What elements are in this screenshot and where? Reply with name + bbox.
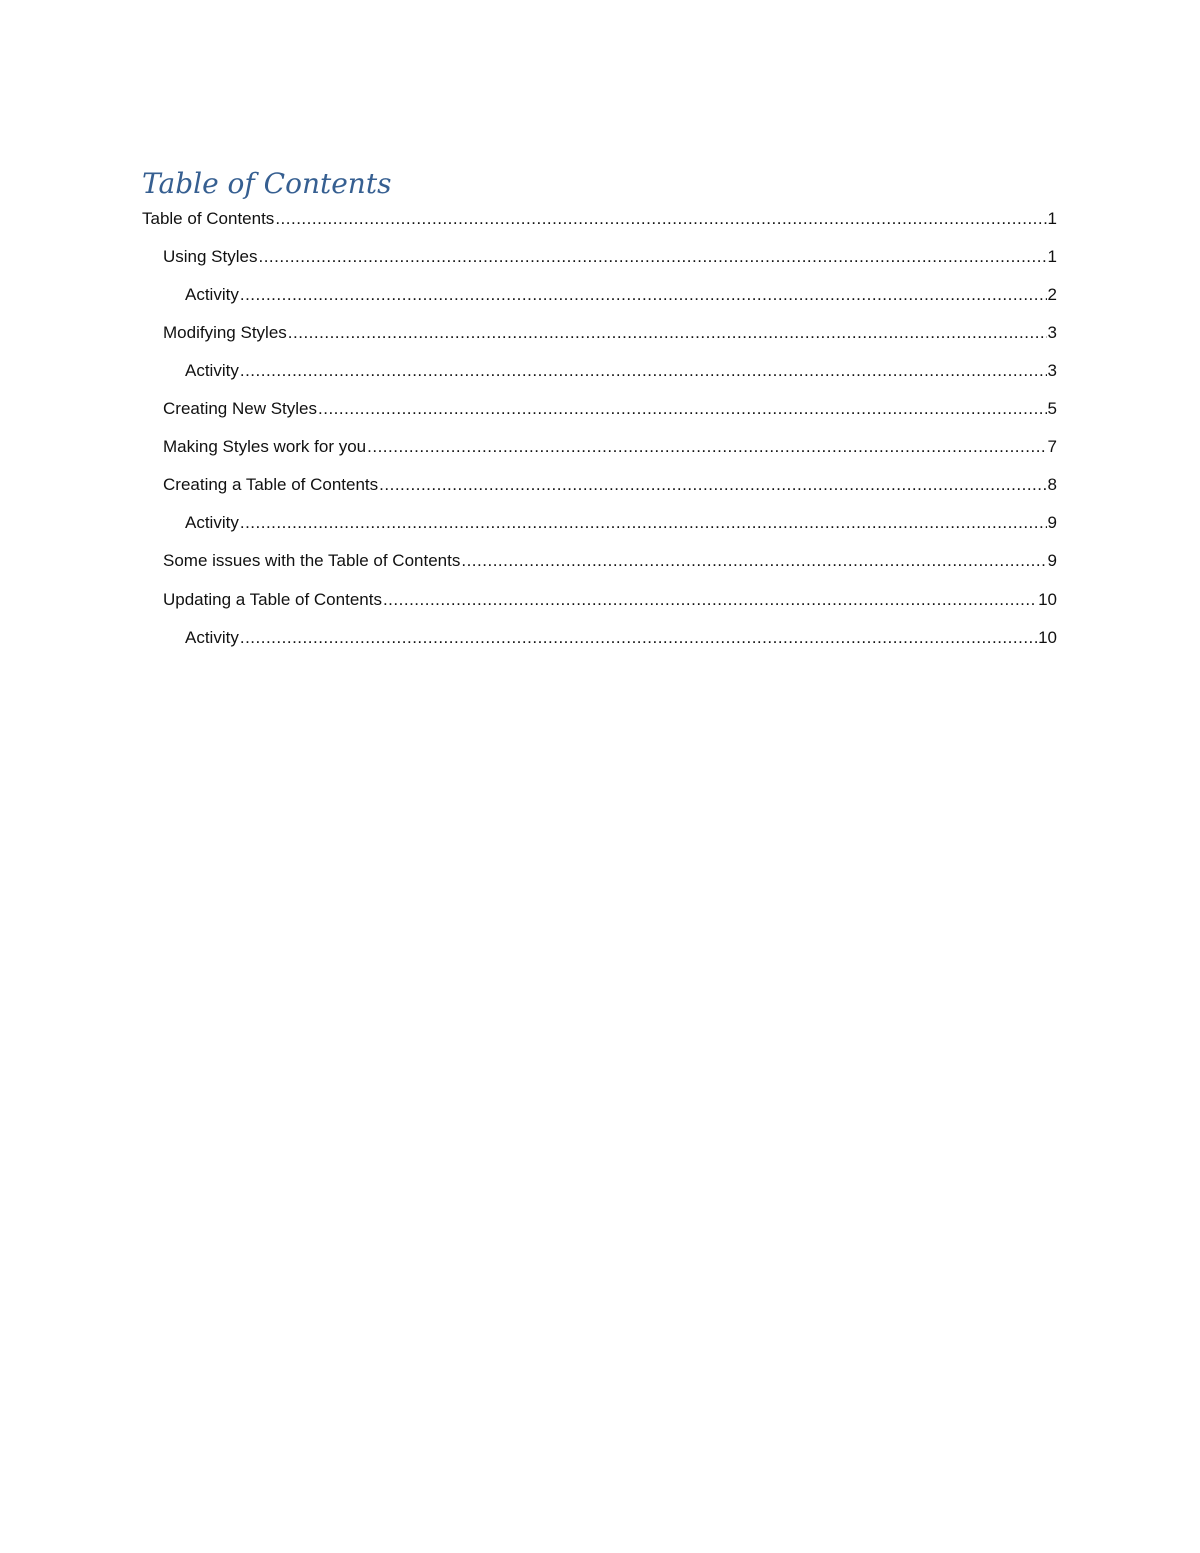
toc-entry-page: 9 xyxy=(1047,551,1057,570)
toc-entry[interactable] xyxy=(163,390,1057,428)
toc-dot-leader xyxy=(288,314,1047,352)
toc-dot-leader xyxy=(240,504,1047,542)
toc-dot-leader xyxy=(275,200,1046,238)
toc-entry[interactable] xyxy=(142,200,1057,238)
toc-entry-label: Table of Contents xyxy=(142,209,275,228)
toc-entry-page: 10 xyxy=(1038,590,1057,609)
toc-entry[interactable] xyxy=(163,314,1057,352)
toc-entry[interactable] xyxy=(163,238,1057,276)
toc-entry-page: 3 xyxy=(1047,361,1057,380)
toc-entry-label: Creating New Styles xyxy=(163,399,318,418)
toc-entry-page: 8 xyxy=(1047,475,1057,494)
toc-entry[interactable] xyxy=(185,352,1057,390)
toc-entry-label: Making Styles work for you xyxy=(163,437,367,456)
toc-dot-leader xyxy=(240,276,1047,314)
toc-entry-page: 9 xyxy=(1047,513,1057,532)
toc-entry-label: Activity xyxy=(185,628,239,647)
toc-entry-page: 3 xyxy=(1047,323,1057,342)
toc-dot-leader xyxy=(379,466,1046,504)
toc-entry-page: 5 xyxy=(1047,399,1057,418)
toc-entry-page: 1 xyxy=(1047,247,1057,266)
toc-entry-page: 2 xyxy=(1047,285,1057,304)
toc-entry-label: Activity xyxy=(185,361,239,380)
toc-dot-leader xyxy=(383,581,1037,619)
toc-entry[interactable] xyxy=(185,619,1057,657)
toc-entry-page: 10 xyxy=(1038,628,1057,647)
toc-entry-label: Activity xyxy=(185,513,239,532)
toc-dot-leader xyxy=(240,352,1047,390)
toc-entry-label: Updating a Table of Contents xyxy=(163,590,382,609)
toc-entry-page: 7 xyxy=(1047,437,1057,456)
toc-dot-leader xyxy=(258,238,1046,276)
toc-entry-label: Using Styles xyxy=(163,247,258,266)
toc-entry[interactable] xyxy=(185,276,1057,314)
toc-entry-label: Some issues with the Table of Contents xyxy=(163,551,461,570)
toc-entry-page: 1 xyxy=(1047,209,1057,228)
toc-entry[interactable] xyxy=(185,504,1057,542)
toc-dot-leader xyxy=(367,428,1046,466)
toc-entry[interactable] xyxy=(163,428,1057,466)
toc-heading: Table of Contents xyxy=(142,167,392,200)
toc-entry-label: Creating a Table of Contents xyxy=(163,475,379,494)
toc-entry-label: Activity xyxy=(185,285,239,304)
toc-dot-leader xyxy=(318,390,1047,428)
toc-dot-leader xyxy=(240,619,1037,657)
toc-dot-leader xyxy=(461,542,1046,580)
toc-entry-label: Modifying Styles xyxy=(163,323,287,342)
toc-entry[interactable] xyxy=(163,542,1057,580)
toc-entry[interactable] xyxy=(163,581,1057,619)
toc-entry[interactable] xyxy=(163,466,1057,504)
